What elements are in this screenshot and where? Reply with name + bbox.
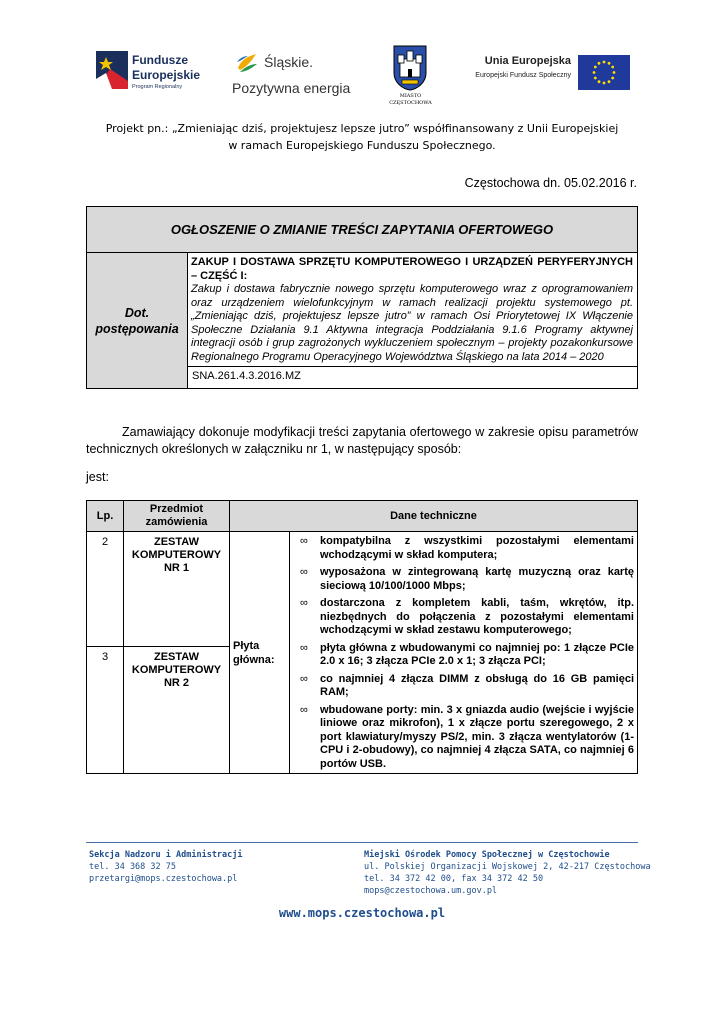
footer-right-title: Miejski Ośrodek Pomocy Społecznej w Częstochowie — [364, 850, 610, 860]
infinity-bullet-icon: ∞ — [300, 672, 308, 685]
proceeding-subject — [188, 253, 638, 367]
spec-item — [293, 704, 634, 772]
spec-item — [293, 673, 634, 700]
footer-right-email[interactable]: mops@czestochowa.um.gov.pl — [364, 886, 498, 896]
row-lp: 3 — [87, 647, 124, 774]
ue-name: Unia Europejska — [484, 55, 571, 67]
row-item: ZESTAW KOMPUTEROWY NR 1 — [124, 532, 230, 647]
spec-text: wyposażona w zintegrowaną kartę muzyczną oraz kartę sieciową 10/100/1000 Mbps; — [320, 566, 634, 592]
row-lp: 2 — [87, 532, 124, 647]
spec-list — [293, 535, 634, 771]
city-label-line2: CZĘSTOCHOWA — [389, 100, 432, 106]
slaskie-slogan: Pozytywna energia — [232, 80, 351, 96]
header-technical-data: Dane techniczne — [230, 501, 638, 532]
project-line-2: w ramach Europejskiego Funduszu Społecznego. — [228, 139, 496, 152]
spec-text: płyta główna z wbudowanymi co najmniej po: 1 złącze PCIe 2.0 x 16; 3 złącza PCIe 2.0 x 1; 3 złącza PCI; — [320, 641, 634, 667]
infinity-bullet-icon: ∞ — [300, 535, 308, 547]
fe-name-line2: Europejskie — [132, 68, 201, 82]
footer-left-title: Sekcja Nadzoru i Administracji — [89, 850, 243, 860]
component-label: Płyta główna: — [230, 532, 290, 774]
fundusze-europejskie-logo — [96, 51, 211, 95]
infinity-bullet-icon: ∞ — [300, 597, 308, 609]
unia-europejska-logo — [460, 52, 635, 92]
jest-label: jest: — [86, 470, 109, 484]
notice-title: OGŁOSZENIE O ZMIANIE TREŚCI ZAPYTANIA OFERTOWEGO — [87, 207, 638, 253]
subject-description: Zakup i dostawa fabrycznie nowego sprzętu komputerowego wraz z oprogramowaniem oraz urządzeniem wielofunkcyjnym w ramach realizacji projektu systemowego pt. „Zmieniając dziś, projektujesz lepsze jutro” w ramach Osi Priorytetowej IX Włączenie Społeczne Działania 9.1 Aktywna integracja Poddziałania 9.1.6 Programy aktywnej integracji osób i grup zagrożonych wykluczeniem społecznym – projekty pozakonkursowe Regionalnego Programu Operacyjnego Województwa Śląskiego na lata 2014 – 2020 — [191, 283, 633, 363]
header-lp: Lp. — [87, 501, 124, 532]
footer-left — [89, 849, 243, 885]
spec-item — [293, 642, 634, 669]
spec-item — [293, 535, 634, 562]
website-link[interactable]: www.mops.czestochowa.pl — [278, 906, 446, 920]
spec-item — [293, 597, 634, 638]
spec-list-cell — [290, 532, 638, 774]
slaskie-logo — [230, 50, 350, 100]
infinity-bullet-icon: ∞ — [300, 703, 308, 716]
header-item: Przedmiot zamówienia — [124, 501, 230, 532]
slaskie-leaf-icon — [236, 52, 258, 74]
footer-divider — [86, 842, 638, 843]
infinity-bullet-icon: ∞ — [300, 641, 308, 654]
intro-paragraph: Zamawiający dokonuje modyfikacji treści zapytania ofertowego w zakresie opisu parametrów technicznych określonych w załączniku nr 1, w następujący sposób: — [86, 425, 638, 456]
spec-text: co najmniej 4 złącza DIMM z obsługą do 16 GB pamięci RAM; — [320, 672, 634, 698]
city-label-line1: MIASTO — [399, 93, 422, 99]
fundusze-europejskie-icon — [96, 51, 128, 89]
ue-fund-name: Europejski Fundusz Społeczny — [475, 72, 571, 79]
slaskie-name: Śląskie. — [264, 54, 314, 70]
reference-number: SNA.261.4.3.2016.MZ — [188, 367, 638, 389]
footer-left-email[interactable]: przetargi@mops.czestochowa.pl — [89, 874, 238, 884]
spec-text: wbudowane porty: min. 3 x gniazda audio (wejście i wyjście liniowe oraz mikrofon), 1 x złącze portu szeregowego, 2 x port klawiatury/myszy PS/2, min. 3 złącza wentylatorów (1-CPU i 2-obudowy), co najmniej 4 złącza SATA, co najmniej 6 portów USB. — [320, 703, 634, 770]
spec-text: dostarczona z kompletem kabli, taśm, wkrętów, itp. niezbędnych do połączenia z pozostałymi elementami wchodzącymi w skład zestawu komputerowego; — [320, 597, 634, 636]
footer-right-phone: tel. 34 372 42 00, fax 34 372 42 50 — [364, 874, 544, 884]
city-coat-of-arms-icon — [393, 45, 427, 91]
footer-right-address: ul. Polskiej Organizacji Wojskowej 2, 42-217 Częstochowa — [364, 862, 651, 872]
spec-text: kompatybilna z wszystkimi pozostałymi elementami wchodzącymi w skład komputera; — [320, 535, 634, 561]
technical-spec-table — [86, 500, 638, 774]
place-and-date: Częstochowa dn. 05.02.2016 r. — [464, 176, 637, 190]
fe-name-line1: Fundusze — [132, 53, 188, 67]
infinity-bullet-icon: ∞ — [300, 566, 308, 578]
project-line-1: Projekt pn.: „Zmieniając dziś, projektujesz lepsze jutro” współfinansowany z Unii Europejskiej — [105, 122, 619, 135]
proceeding-label: Dot. postępowania — [87, 253, 188, 389]
logo-bar — [90, 40, 635, 108]
project-statement — [80, 120, 644, 154]
czestochowa-logo — [383, 45, 438, 105]
footer-right — [364, 849, 651, 897]
footer-left-phone: tel. 34 368 32 75 — [89, 862, 176, 872]
notice-table — [86, 206, 638, 389]
eu-flag-icon — [578, 55, 630, 90]
spec-item — [293, 566, 634, 593]
table-row — [87, 532, 638, 647]
fe-program: Program Regionalny — [132, 84, 183, 90]
subject-title: ZAKUP I DOSTAWA SPRZĘTU KOMPUTEROWEGO I URZĄDZEŃ PERYFERYJNYCH – CZĘŚĆ I: — [191, 256, 633, 282]
row-item: ZESTAW KOMPUTEROWY NR 2 — [124, 647, 230, 774]
